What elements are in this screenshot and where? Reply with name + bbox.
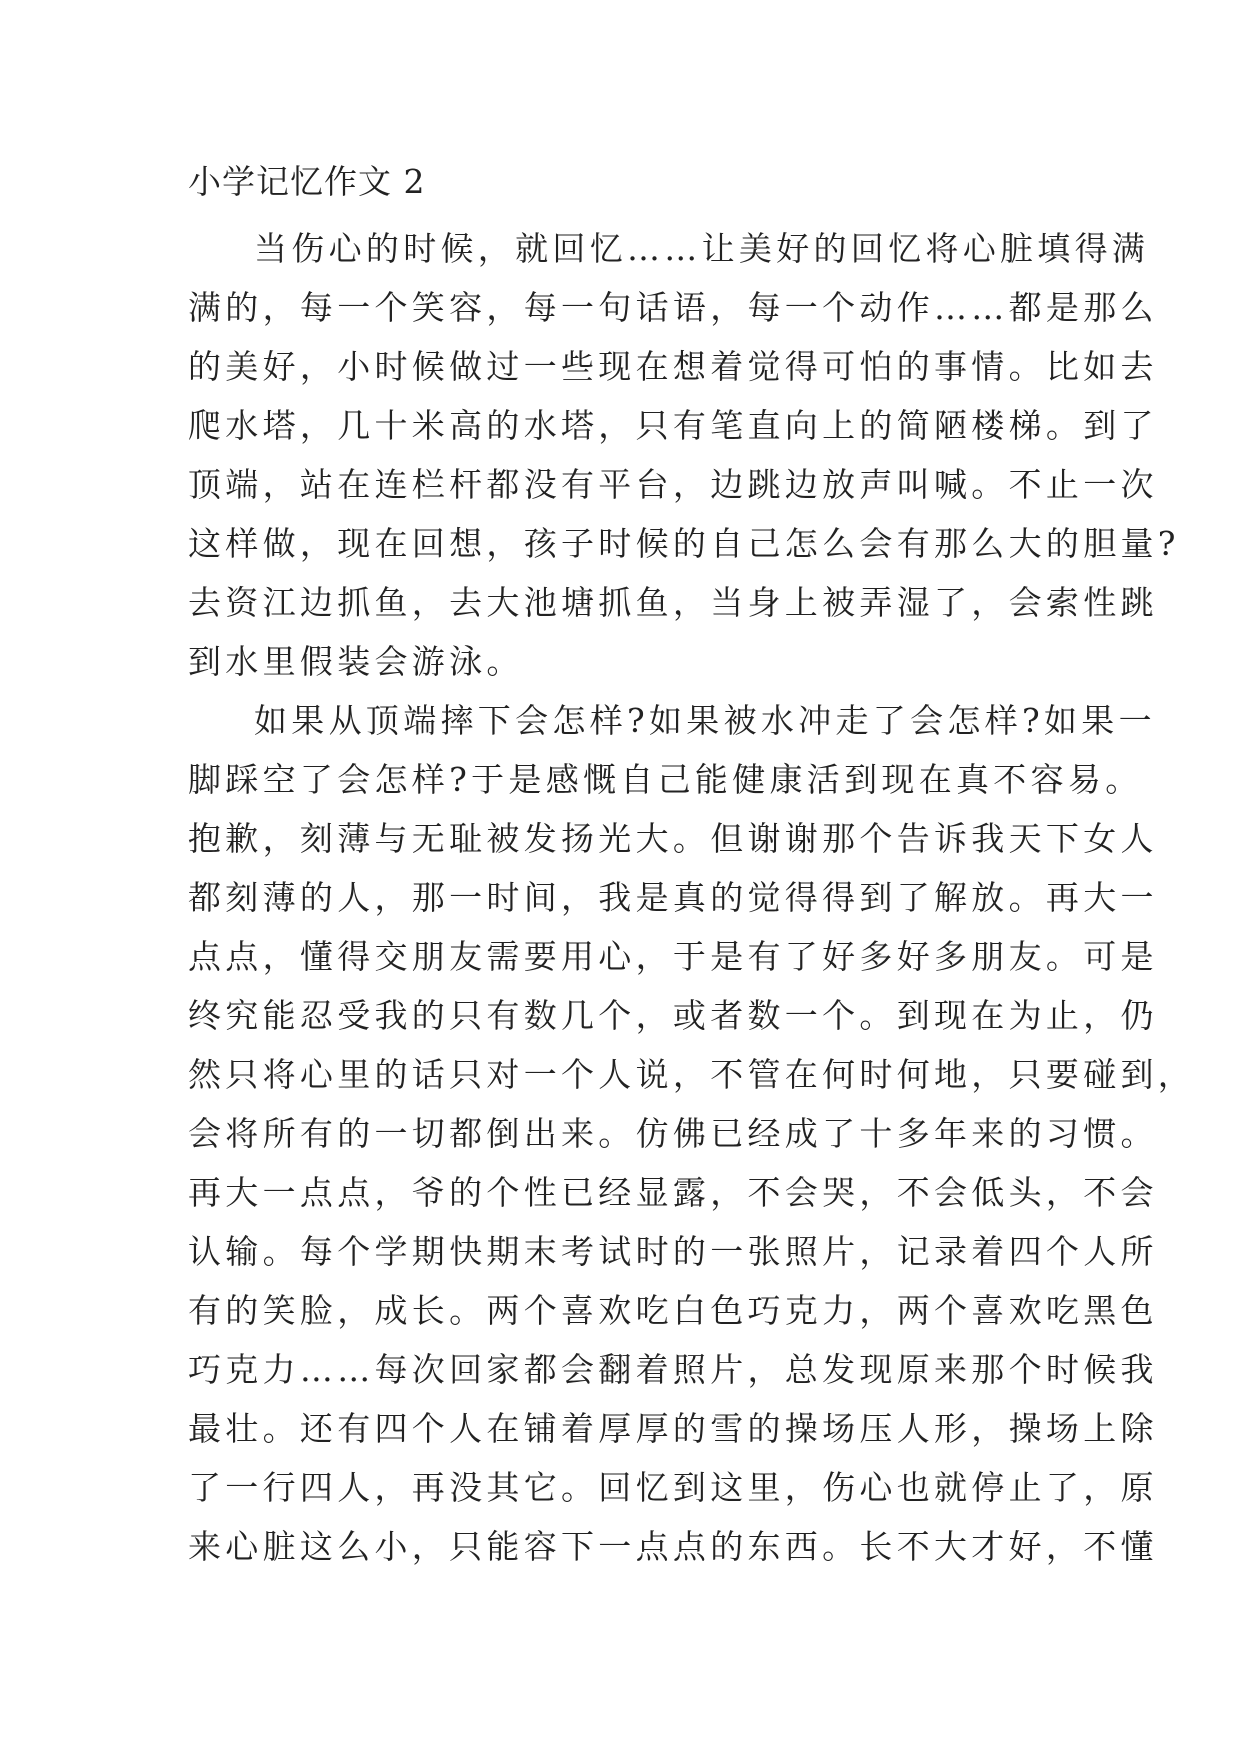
paragraph-2-line-1: 如果从顶端摔下会怎样?如果被水冲走了会怎样?如果一 <box>254 701 1156 740</box>
document-title: 小学记忆作文 2 <box>188 162 426 201</box>
paragraph-2-line-12: 巧克力……每次回家都会翻着照片，总发现原来那个时候我 <box>188 1350 1158 1389</box>
paragraph-2-line-5: 点点，懂得交朋友需要用心，于是有了好多好多朋友。可是 <box>188 937 1158 976</box>
paragraph-1-line-4: 爬水塔，几十米高的水塔，只有笔直向上的简陋楼梯。到了 <box>188 406 1158 445</box>
paragraph-2-line-3: 抱歉，刻薄与无耻被发扬光大。但谢谢那个告诉我天下女人 <box>188 819 1158 858</box>
paragraph-2-line-7: 然只将心里的话只对一个人说，不管在何时何地，只要碰到， <box>188 1055 1196 1094</box>
paragraph-2-line-10: 认输。每个学期快期末考试时的一张照片，记录着四个人所 <box>188 1232 1158 1271</box>
paragraph-2-line-15: 来心脏这么小，只能容下一点点的东西。长不大才好，不懂 <box>188 1527 1158 1566</box>
paragraph-2-line-14: 了一行四人，再没其它。回忆到这里，伤心也就停止了，原 <box>188 1468 1158 1507</box>
paragraph-2-line-6: 终究能忍受我的只有数几个，或者数一个。到现在为止，仍 <box>188 996 1158 1035</box>
paragraph-1-line-2: 满的，每一个笑容，每一句话语，每一个动作……都是那么 <box>188 288 1158 327</box>
paragraph-2-line-11: 有的笑脸，成长。两个喜欢吃白色巧克力，两个喜欢吃黑色 <box>188 1291 1158 1330</box>
paragraph-1-line-5: 顶端，站在连栏杆都没有平台，边跳边放声叫喊。不止一次 <box>188 465 1158 504</box>
paragraph-2-line-8: 会将所有的一切都倒出来。仿佛已经成了十多年来的习惯。 <box>188 1114 1158 1153</box>
paragraph-2-line-2: 脚踩空了会怎样?于是感慨自己能健康活到现在真不容易。 <box>188 760 1143 799</box>
paragraph-1-line-8: 到水里假装会游泳。 <box>188 642 524 681</box>
paragraph-2-line-9: 再大一点点，爷的个性已经显露，不会哭，不会低头，不会 <box>188 1173 1158 1212</box>
paragraph-1-line-7: 去资江边抓鱼，去大池塘抓鱼，当身上被弄湿了，会索性跳 <box>188 583 1158 622</box>
paragraph-1-line-3: 的美好，小时候做过一些现在想着觉得可怕的事情。比如去 <box>188 347 1158 386</box>
paragraph-2-line-4: 都刻薄的人，那一时间，我是真的觉得得到了解放。再大一 <box>188 878 1158 917</box>
paragraph-1-line-1: 当伤心的时候，就回忆……让美好的回忆将心脏填得满 <box>254 229 1150 268</box>
document-body <box>188 219 1196 1576</box>
paragraph-2-line-13: 最壮。还有四个人在铺着厚厚的雪的操场压人形，操场上除 <box>188 1409 1158 1448</box>
paragraph-1-line-6: 这样做，现在回想，孩子时候的自己怎么会有那么大的胆量? <box>188 524 1180 563</box>
